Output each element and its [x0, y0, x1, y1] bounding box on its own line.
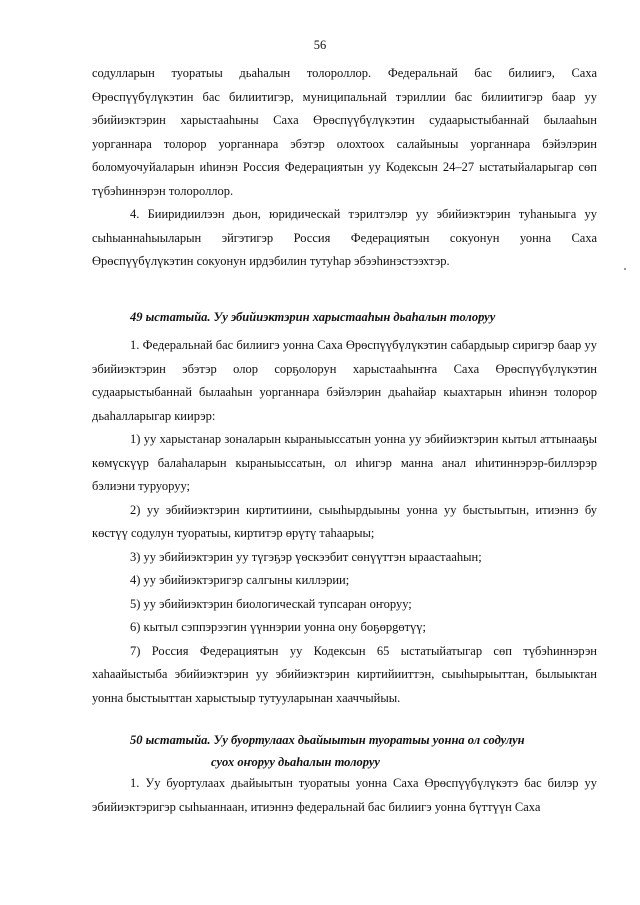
article-50-heading-line-2: суох оҥоруу дьаһалын толоруу — [211, 755, 380, 769]
scan-speck — [624, 268, 626, 270]
continuation-paragraph: содулларын туоратыы дьаһалын толороллор. Федеральнай бас билиигэ, Саха Өрөспүүбүлүкэтин бас билиитигэр, муниципальнай тэриллии бас билиитигэр баар уу эбийиэктэрин харыстааһыны Саха Өрөспүүбүлүкэтин судаарыстыбаннай былааһын уорганнара толорор уорганнара эбэтэр олохтоох салайыныы уорганнара бэйэлэрин боломуочуйаларын иһинэн Россия Федерациятын уу Кодексын 24–27 ыстатыйаларыгар сөп түбэһиннэрэн толороллор. — [92, 66, 597, 198]
paragraph-4: 4. Бииридиилээн дьон, юридическай тэрилтэлэр уу эбийиэктэрин туһаныыга уу сыһыаннаһыыларын эйгэтигэр Россия Федерациятын сокуонун уонна Саха Өрөспүүбүлүкэтин сокуонун ирдэбилин тутуһар эбээһинэстээхтэр. — [92, 207, 597, 268]
article-50-heading-line-1: 50 ыстатыйа. Уу буортулаах дьайыытын туоратыы уонна ол содулун — [130, 733, 525, 747]
article-49-item-7: 7) Россия Федерациятын уу Кодексын 65 ыстатыйатыгар сөп түбэһиннэрэн хаһаайыстыба эбийиэктэрин уу эбийиэктэрин киртийииттэн, сыыһырыыттан, былыыктан уонна быстыыттан харыстыыр тутууларынан хааччыйыы. — [92, 643, 597, 705]
article-49-item-3: 3) уу эбийиэктэрин уу түгэҕэр үөскээбит сөнүүттэн ыраастааһын; — [130, 549, 482, 564]
page-number: 56 — [313, 38, 327, 52]
article-49-item-4: 4) уу эбийиэктэригэр салгыны киллэрии; — [130, 573, 350, 587]
article-49-item-1: 1) уу харыстанар зоналарын кыраныыссатын уонна уу эбийиэктэрин кытыл аттынааҕы көмүскүүр балаһаларын кыраныыссатын, ол иһигэр манна анал иһитиннэрэр-биллэрэр бэлиэни туруоруу; — [92, 432, 597, 493]
article-49-body — [92, 334, 597, 710]
article-50-body — [92, 772, 597, 819]
article-49-item-5: 5) уу эбийиэктэрин биологическай тупсаран оҥоруу; — [130, 596, 412, 611]
article-49-paragraph-1: 1. Федеральнай бас билиигэ уонна Саха Өрөспүүбүлүкэтин сабардыыр сиригэр баар уу эбийиэктэрин эбэтэр олор сорҕолорун харыстааһыҥҥа Саха Өрөспүүбүлүкэтин судаарыстыбаннай былааһын уорганнара бэйэлэрин дьаһайар кыахтарын иһинэн толорор дьаһалларыгар киирэр: — [92, 338, 597, 423]
article-50-paragraph-1: 1. Уу буортулаах дьайыытын туоратыы уонна Саха Өрөспүүбүлүкэтэ бас билэр уу эбийиэктэригэр сыһыаннаан, итиэннэ федеральнай бас билиигэ уонна бүттүүн Саха — [92, 776, 597, 814]
article-49-item-2: 2) уу эбийиэктэрин киртитиини, сыыһырдыыны уонна уу быстыытын, итиэннэ бу көстүү содулун туоратыы, киртитэр өрүтү таһаарыы; — [92, 502, 597, 540]
article-49-item-6: 6) кытыл сэппэрээгин үүннэрии уонна ону боҕөрgөтүү; — [130, 620, 427, 634]
continuation-section — [92, 62, 597, 274]
article-49-heading: 49 ыстатыйа. Уу эбийиэктэрин харыстааһын дьаһалын толоруу — [130, 310, 496, 324]
